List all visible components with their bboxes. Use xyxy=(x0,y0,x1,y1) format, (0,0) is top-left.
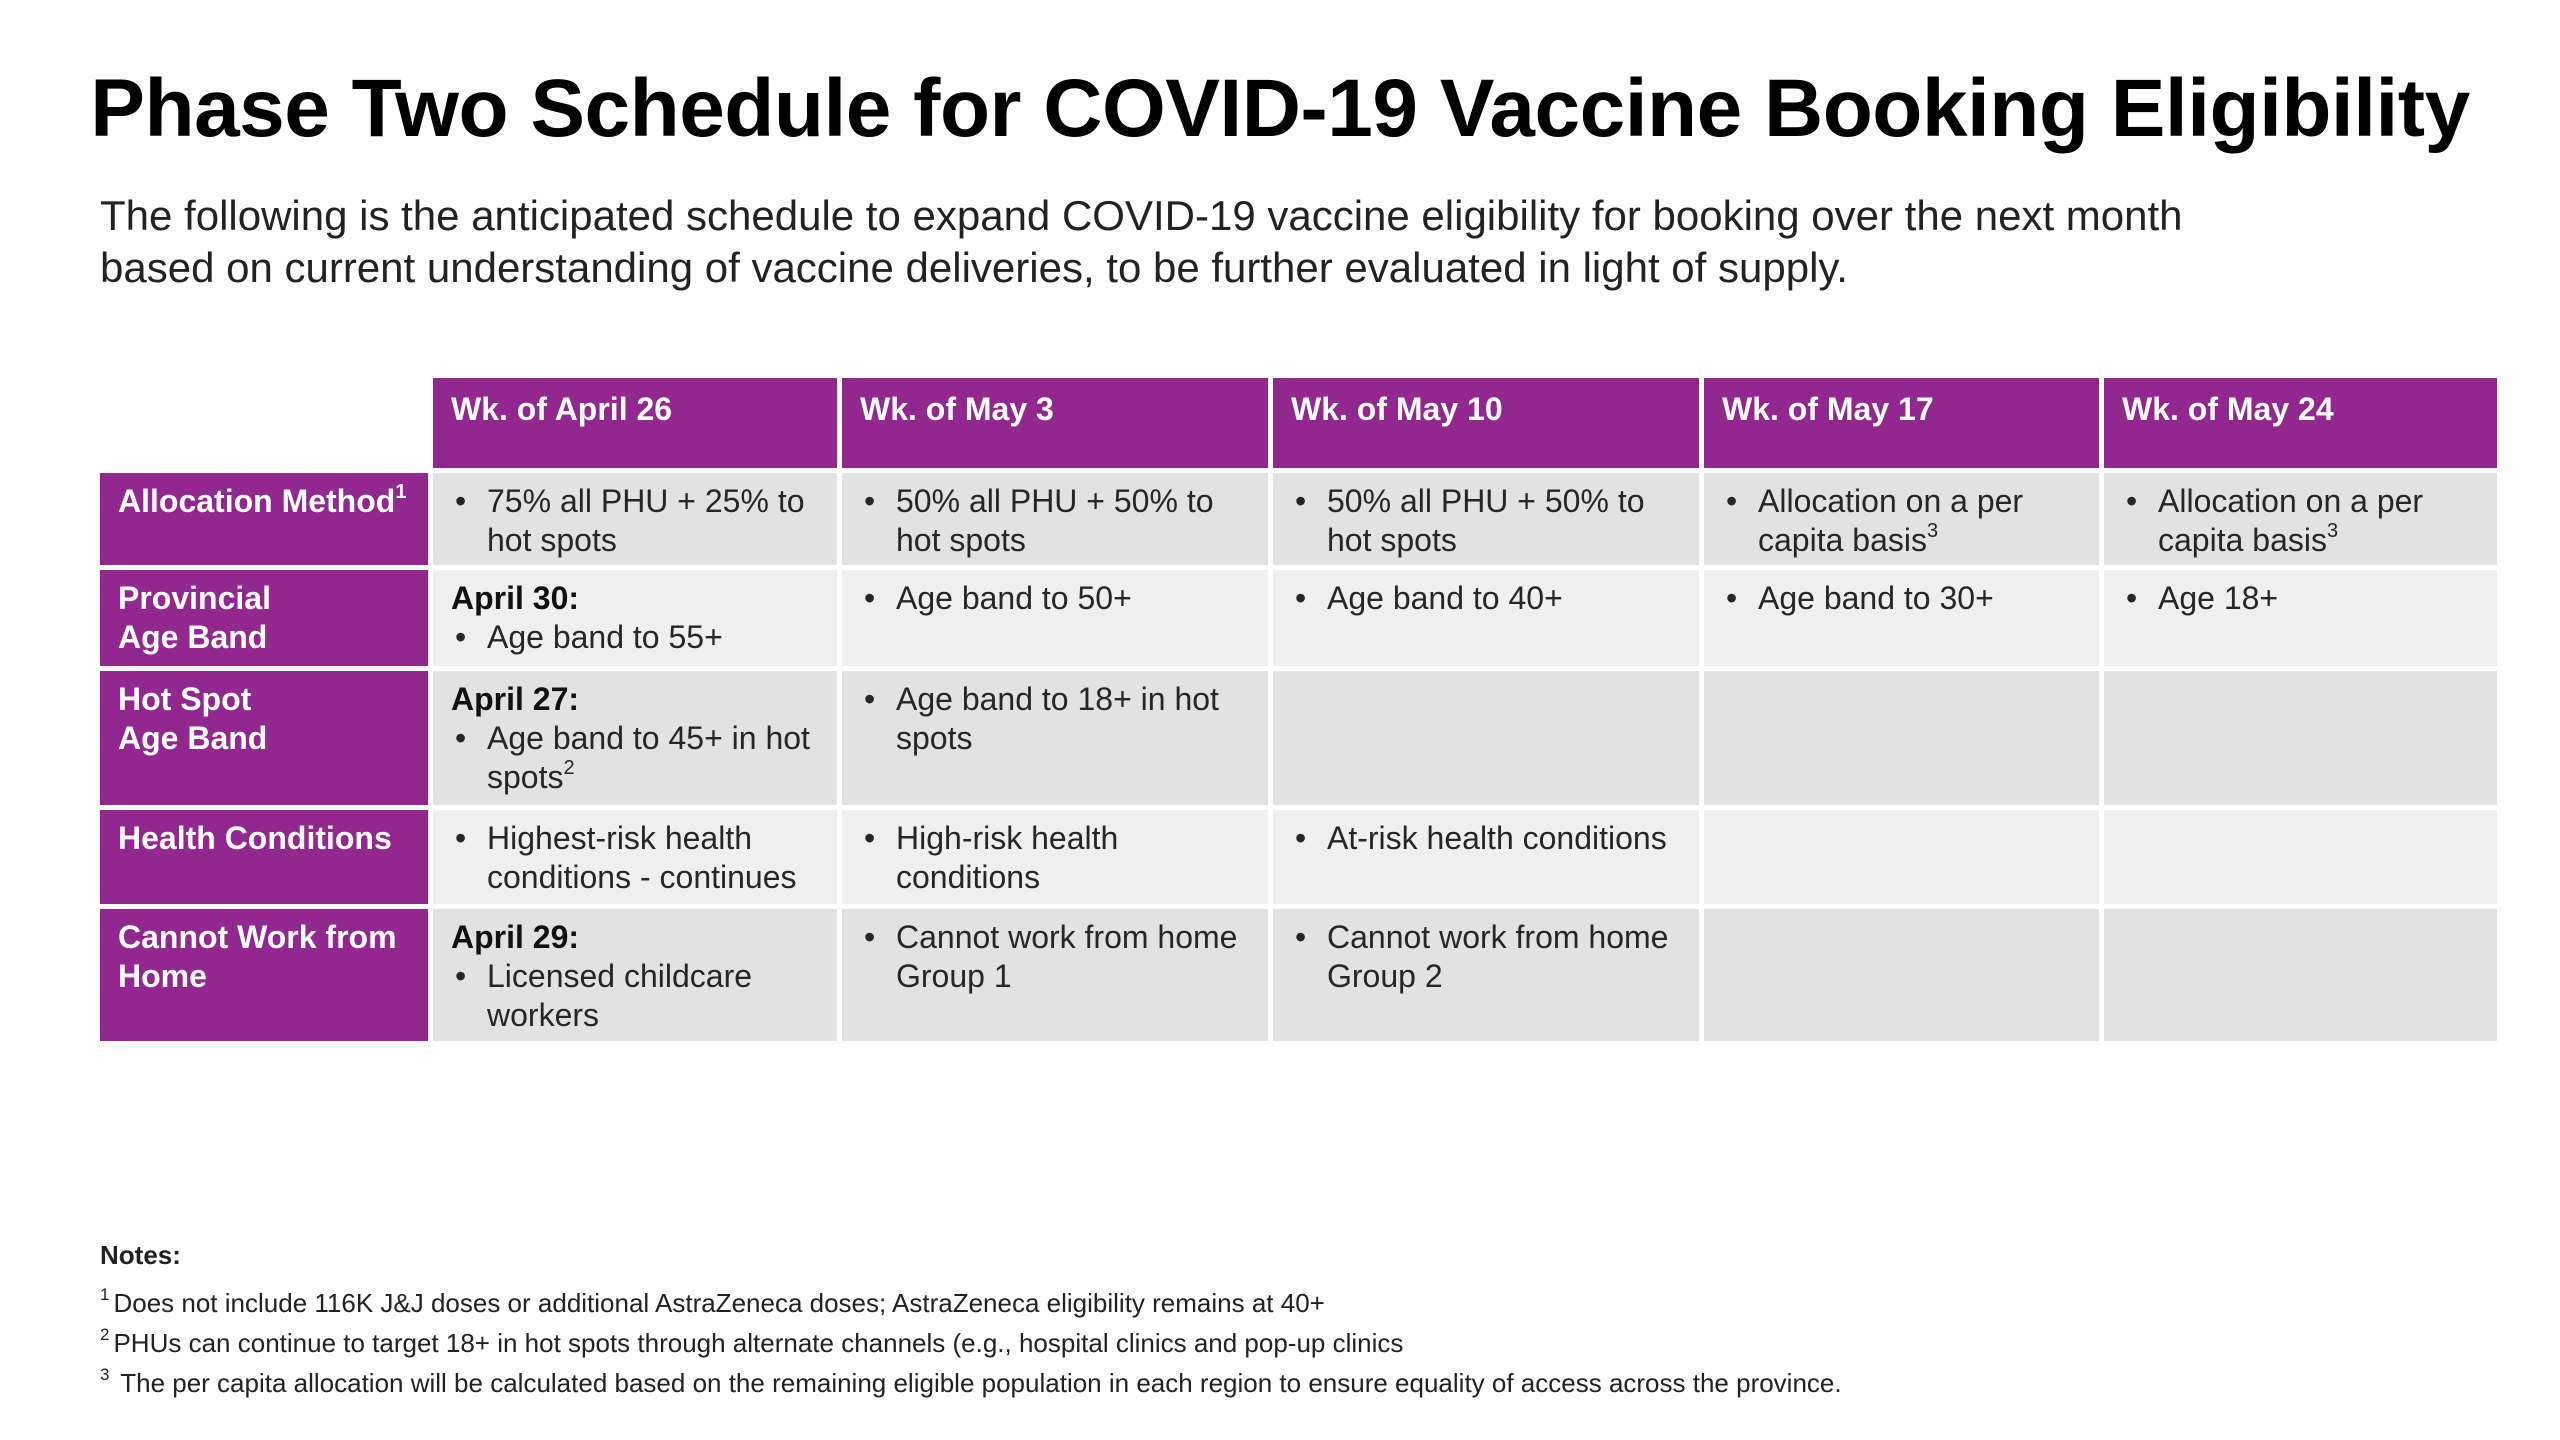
list-item: • Age band to 18+ in hot spots xyxy=(860,680,1250,758)
table-cell-empty xyxy=(2104,671,2497,805)
table-cell xyxy=(842,810,1268,904)
column-header: Wk. of May 10 xyxy=(1273,378,1699,468)
list-item-extra: Group 1 xyxy=(896,958,1012,994)
row-label-line: Age Band xyxy=(118,720,268,756)
notes-section xyxy=(100,1240,2400,1403)
row-label-health-conditions: Health Conditions xyxy=(100,810,428,904)
list-item xyxy=(860,918,1250,996)
list-item: • 50% all PHU + 50% to hot spots xyxy=(860,482,1250,560)
table-cell xyxy=(433,671,837,805)
list-item-text: Allocation on a per capita basis xyxy=(1758,483,2024,558)
note-text: Does not include 116K J&J doses or additional AstraZeneca doses; AstraZeneca eligibility remains at 40+ xyxy=(113,1288,1325,1318)
list-item: • 50% all PHU + 50% to hot spots xyxy=(1291,482,1681,560)
table-cell-empty xyxy=(2104,810,2497,904)
table-cell xyxy=(842,909,1268,1041)
list-item xyxy=(2122,482,2479,560)
list-item: • Age band to 55+ xyxy=(451,618,819,657)
list-item: • Age 18+ xyxy=(2122,579,2479,618)
table-cell-empty xyxy=(1273,671,1699,805)
table-cell xyxy=(842,473,1268,565)
list-item xyxy=(451,719,819,797)
row-label-line: Age Band xyxy=(118,619,268,655)
table-cell xyxy=(2104,473,2497,565)
list-item-text: Age band to 45+ in hot spots xyxy=(487,720,810,795)
note-item xyxy=(100,1323,2400,1363)
table-cell xyxy=(1704,473,2099,565)
table-cell xyxy=(1273,570,1699,666)
footnote-ref: 1 xyxy=(395,481,407,504)
note-item xyxy=(100,1363,2400,1403)
table-cell xyxy=(433,909,837,1041)
cell-date: April 30: xyxy=(451,580,580,616)
list-item: • 75% all PHU + 25% to hot spots xyxy=(451,482,819,560)
row-label-allocation-method xyxy=(100,473,428,565)
note-number: 1 xyxy=(100,1285,110,1305)
table-cell-empty xyxy=(1704,810,2099,904)
page-title: Phase Two Schedule for COVID-19 Vaccine Booking Eligibility xyxy=(90,63,2470,154)
table-cell xyxy=(1273,810,1699,904)
list-item-text: Allocation on a per capita basis xyxy=(2158,483,2424,558)
table-cell xyxy=(842,671,1268,805)
list-item: • Age band to 30+ xyxy=(1722,579,2081,618)
table-cell xyxy=(1273,473,1699,565)
note-text: The per capita allocation will be calculated based on the remaining eligible population in each region to ensure equality of access across the province. xyxy=(113,1368,1842,1398)
schedule-table xyxy=(100,378,2472,1041)
footnote-ref: 3 xyxy=(1926,520,1939,543)
row-label-cannot-work-from-home: Cannot Work from Home xyxy=(100,909,428,1041)
list-item: • High-risk health conditions xyxy=(860,819,1250,897)
cell-date: April 29: xyxy=(451,919,580,955)
list-item-text: • Cannot work from home xyxy=(1327,919,1669,955)
row-label-provincial-age-band xyxy=(100,570,428,666)
table-cell xyxy=(433,473,837,565)
list-item: • Age band to 40+ xyxy=(1291,579,1681,618)
list-item: • Highest-risk health conditions - continues xyxy=(451,819,819,897)
table-cell xyxy=(2104,570,2497,666)
note-item xyxy=(100,1283,2400,1323)
column-header: Wk. of May 17 xyxy=(1704,378,2099,468)
table-cell xyxy=(1704,570,2099,666)
list-item xyxy=(1291,918,1681,996)
column-header: Wk. of April 26 xyxy=(433,378,837,468)
subtitle-line-2: based on current understanding of vaccine deliveries, to be further evaluated in light of supply. xyxy=(100,244,1848,291)
table-cell-empty xyxy=(2104,909,2497,1041)
table-cell xyxy=(433,570,837,666)
subtitle-line-1: The following is the anticipated schedule to expand COVID-19 vaccine eligibility for booking over the next month xyxy=(100,192,2183,239)
list-item-text: • Cannot work from home xyxy=(896,919,1238,955)
list-item xyxy=(1722,482,2081,560)
table-cell xyxy=(842,570,1268,666)
notes-heading: Notes: xyxy=(100,1240,181,1270)
page-subtitle xyxy=(100,190,2480,294)
note-number: 3 xyxy=(100,1365,110,1385)
table-cell xyxy=(1273,909,1699,1041)
note-text: PHUs can continue to target 18+ in hot spots through alternate channels (e.g., hospital clinics and pop-up clinics xyxy=(113,1328,1404,1358)
row-label-line: Provincial xyxy=(118,580,271,616)
table-cell-empty xyxy=(1704,909,2099,1041)
list-item: • Age band to 50+ xyxy=(860,579,1250,618)
row-label-hot-spot-age-band xyxy=(100,671,428,805)
list-item: • Licensed childcare workers xyxy=(451,957,819,1035)
list-item-extra: Group 2 xyxy=(1327,958,1443,994)
table-corner xyxy=(100,378,428,468)
footnote-ref: 3 xyxy=(2326,520,2339,543)
column-header: Wk. of May 24 xyxy=(2104,378,2497,468)
table-cell-empty xyxy=(1704,671,2099,805)
list-item: • At-risk health conditions xyxy=(1291,819,1681,858)
table-cell xyxy=(433,810,837,904)
footnote-ref: 2 xyxy=(563,757,575,780)
column-header: Wk. of May 3 xyxy=(842,378,1268,468)
row-label-text: Allocation Method xyxy=(118,483,396,519)
cell-date: April 27: xyxy=(451,681,580,717)
row-label-line: Hot Spot xyxy=(118,681,252,717)
note-number: 2 xyxy=(100,1325,110,1345)
